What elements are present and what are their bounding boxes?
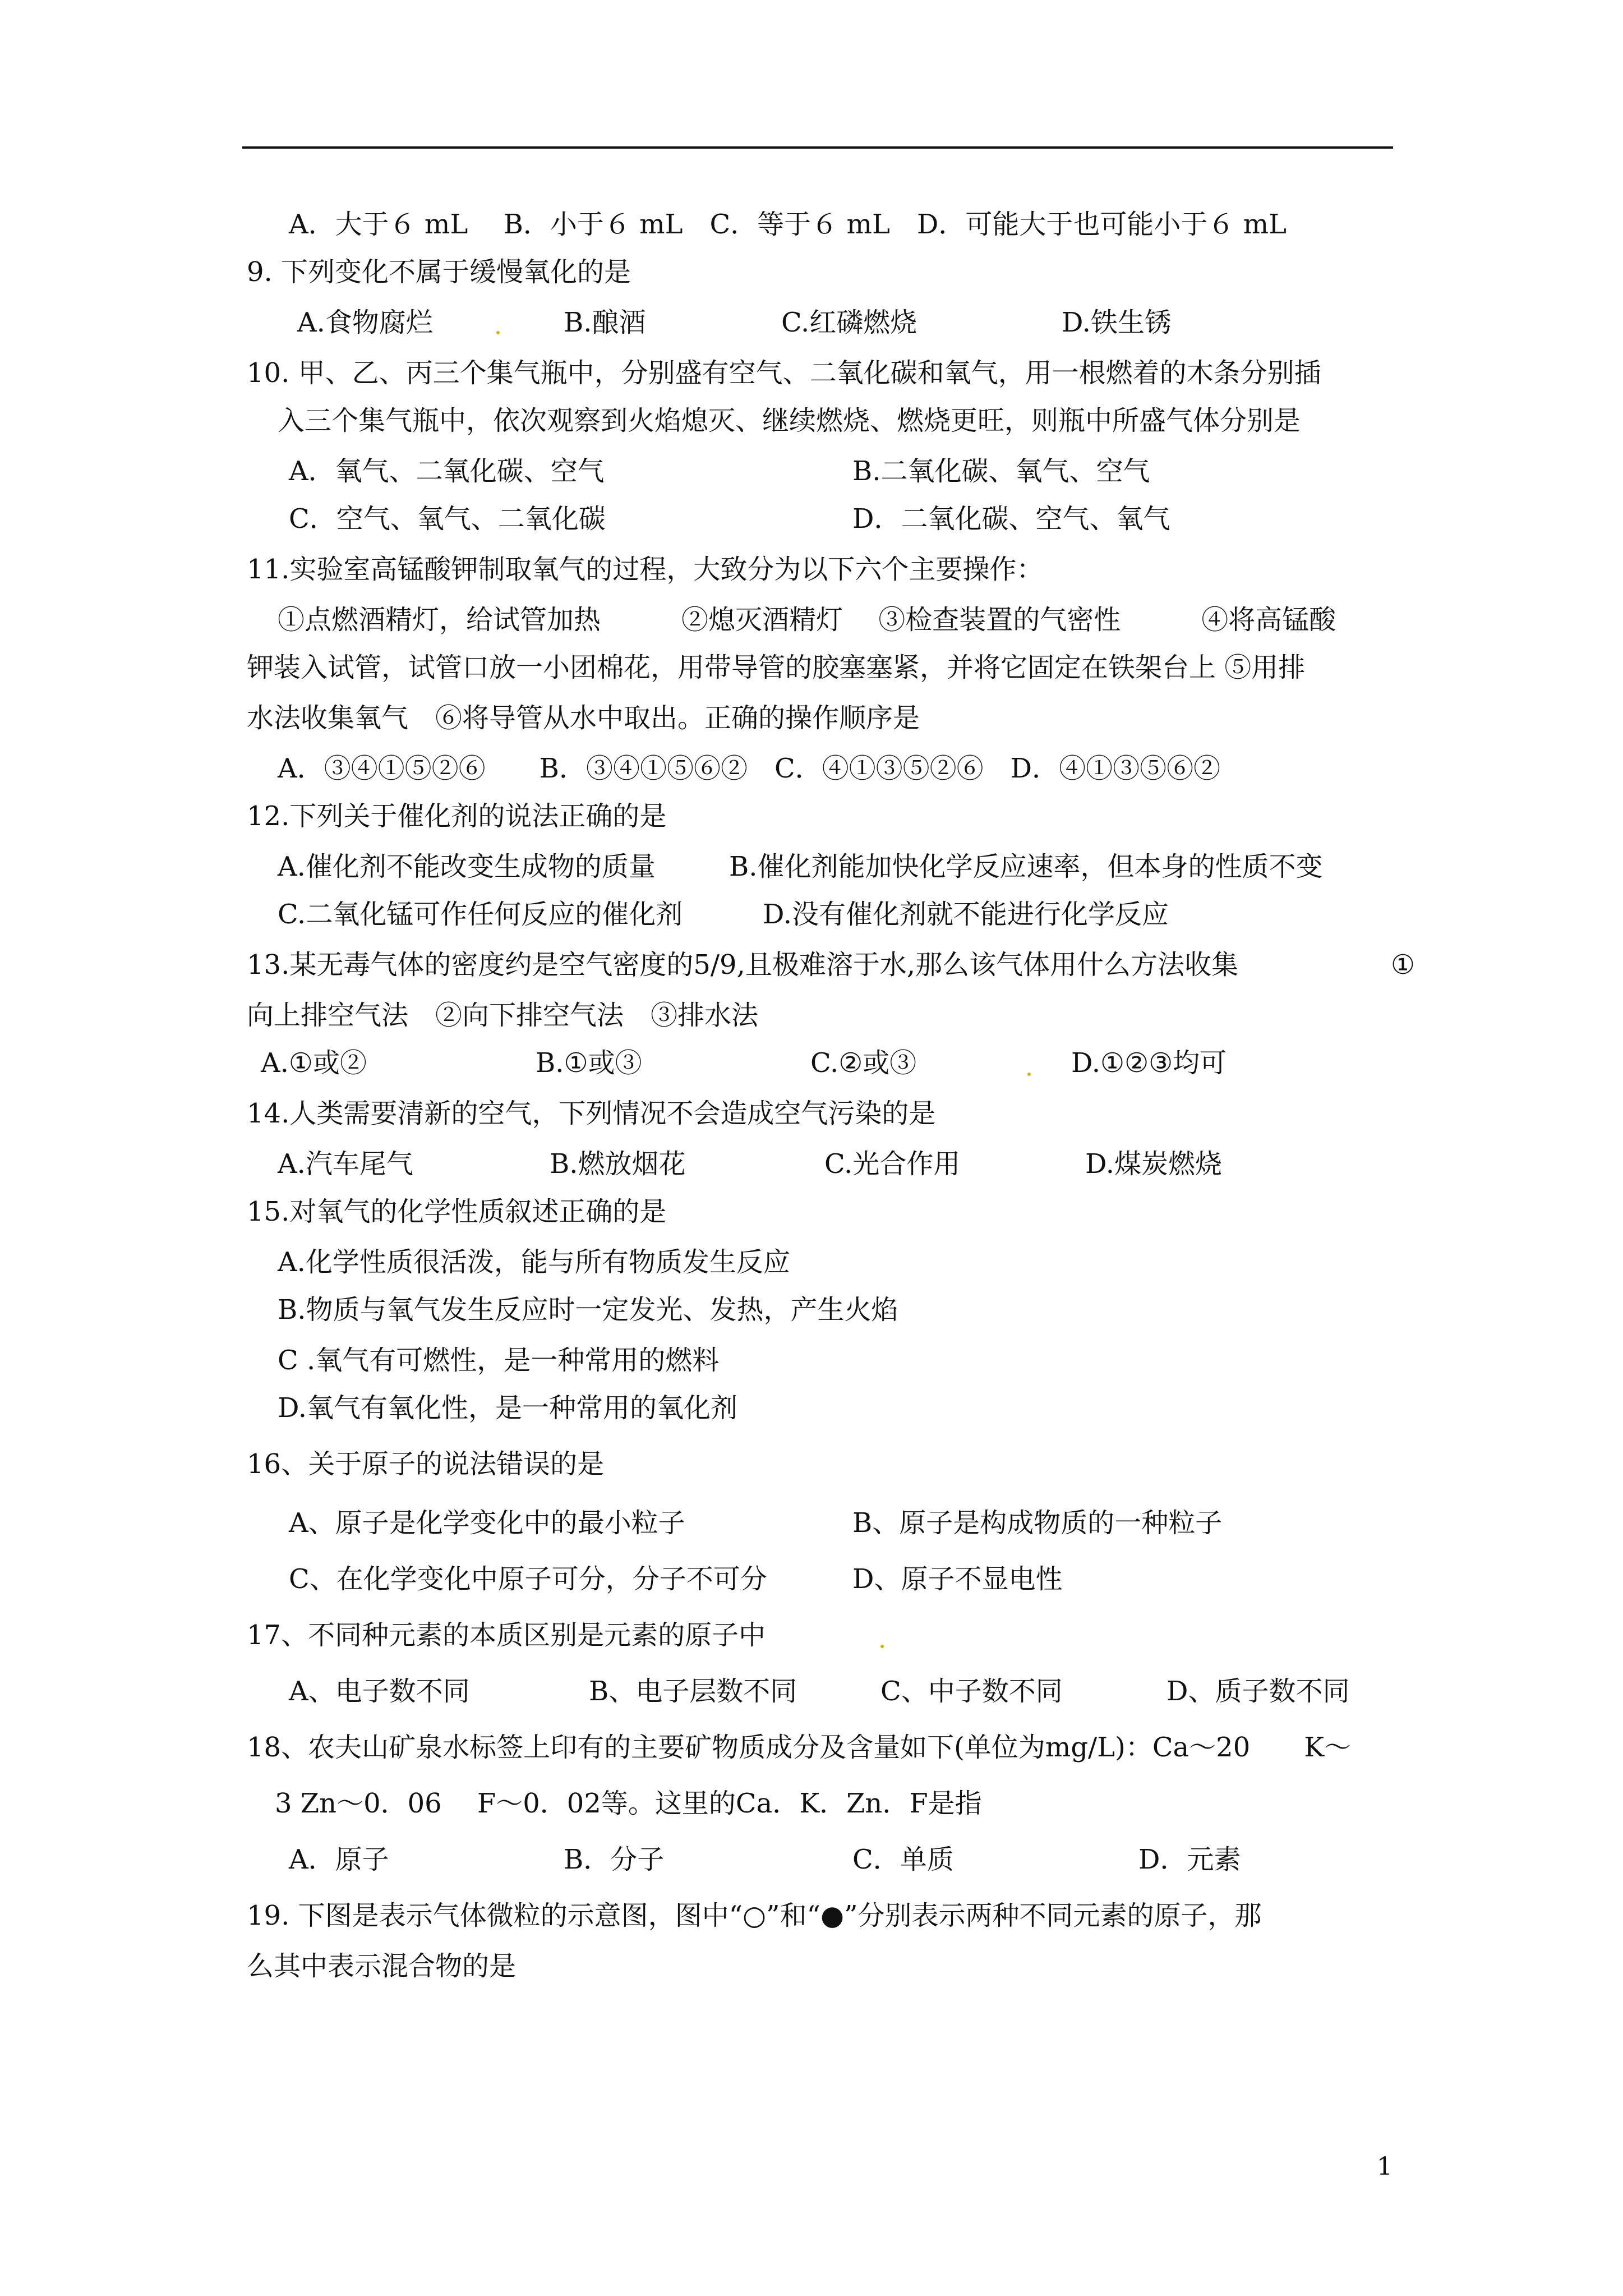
q12-stem: 12.下列关于催化剂的说法正确的是 xyxy=(247,800,667,832)
q13-stem-line2: 向上排空气法 ②向下排空气法 ③排水法 xyxy=(247,1000,759,1031)
header-rule xyxy=(242,146,1393,149)
q9-option-d: D.铁生锈 xyxy=(1062,307,1172,338)
q18-option-d: D．元素 xyxy=(1138,1844,1241,1875)
q15-option-c: C .氧气有可燃性，是一种常用的燃料 xyxy=(278,1345,720,1376)
q10-stem-line2: 入三个集气瓶中，依次观察到火焰熄灭、继续燃烧、燃烧更旺，则瓶中所盛气体分别是 xyxy=(278,405,1301,436)
q11-steps-line1: ①点燃酒精灯，给试管加热 ②熄灭酒精灯 ③检查装置的气密性 ④将高锰酸 xyxy=(278,604,1336,636)
q17-option-b: B、电子层数不同 xyxy=(589,1676,797,1707)
q19-stem-line2: 么其中表示混合物的是 xyxy=(247,1950,517,1982)
stray-mark xyxy=(880,1645,884,1648)
q13-option-d: D.①②③均可 xyxy=(1071,1047,1227,1079)
q10-option-c: C．空气、氧气、二氧化碳 xyxy=(289,503,606,535)
stray-mark xyxy=(496,331,500,334)
q16-option-b: B、原子是构成物质的一种粒子 xyxy=(852,1507,1223,1539)
q9-option-b: B.酿酒 xyxy=(564,307,646,338)
q13-option-b: B.①或③ xyxy=(536,1047,642,1079)
q9-option-a: A.食物腐烂 xyxy=(297,307,433,338)
q18-option-b: B．分子 xyxy=(564,1844,665,1875)
q10-option-a: A．氧气、二氧化碳、空气 xyxy=(289,455,605,487)
q17-option-d: D、质子数不同 xyxy=(1166,1676,1350,1707)
q10-option-b: B.二氧化碳、氧气、空气 xyxy=(852,455,1150,487)
q13-stem-mark: ① xyxy=(1391,949,1415,981)
q10-stem-line1: 10. 甲、乙、丙三个集气瓶中，分别盛有空气、二氧化碳和氧气，用一根燃着的木条分别插 xyxy=(247,357,1321,389)
q17-option-a: A、电子数不同 xyxy=(289,1676,470,1707)
q15-stem: 15.对氧气的化学性质叙述正确的是 xyxy=(247,1196,667,1227)
q16-option-d: D、原子不显电性 xyxy=(852,1563,1063,1595)
q12-option-c: C.二氧化锰可作任何反应的催化剂 xyxy=(278,899,683,930)
q12-option-b: B.催化剂能加快化学反应速率，但本身的性质不变 xyxy=(729,851,1323,882)
q11-steps-line3: 水法收集氧气 ⑥将导管从水中取出。正确的操作顺序是 xyxy=(247,702,920,734)
stray-mark xyxy=(1027,1073,1031,1076)
q18-stem-line2: 3 Zn～0．06 F～0．02等。这里的Ca．K．Zn．F是指 xyxy=(275,1788,982,1819)
q12-option-d: D.没有催化剂就不能进行化学反应 xyxy=(763,899,1169,930)
q18-stem-line1: 18、农夫山矿泉水标签上印有的主要矿物质成分及含量如下(单位为mg/L)：Ca～20 K～ xyxy=(247,1732,1352,1763)
q13-option-a: A.①或② xyxy=(261,1047,367,1079)
q14-stem: 14.人类需要清新的空气，下列情况不会造成空气污染的是 xyxy=(247,1098,936,1129)
q15-option-d: D.氧气有氧化性，是一种常用的氧化剂 xyxy=(278,1392,738,1424)
page-number: 1 xyxy=(1377,2152,1393,2181)
q10-option-d: D．二氧化碳、空气、氧气 xyxy=(852,503,1170,535)
q16-option-c: C、在化学变化中原子可分，分子不可分 xyxy=(289,1563,767,1595)
q14-option-c: C.光合作用 xyxy=(824,1148,961,1180)
q16-stem: 16、关于原子的说法错误的是 xyxy=(247,1448,605,1480)
q14-option-a: A.汽车尾气 xyxy=(278,1148,413,1180)
q18-option-c: C．单质 xyxy=(852,1844,954,1875)
q16-option-a: A、原子是化学变化中的最小粒子 xyxy=(289,1507,685,1539)
q11-stem: 11.实验室高锰酸钾制取氧气的过程，大致分为以下六个主要操作： xyxy=(247,554,1044,585)
q19-stem-line1: 19. 下图是表示气体微粒的示意图，图中“○”和“●”分别表示两种不同元素的原子，那 xyxy=(247,1900,1262,1931)
q11-steps-line2: 钾装入试管，试管口放一小团棉花，用带导管的胶塞塞紧，并将它固定在铁架台上 ⑤用排 xyxy=(247,652,1306,683)
q15-option-a: A.化学性质很活泼，能与所有物质发生反应 xyxy=(278,1246,790,1278)
q15-option-b: B.物质与氧气发生反应时一定发光、发热，产生火焰 xyxy=(278,1294,898,1326)
q9-stem: 9. 下列变化不属于缓慢氧化的是 xyxy=(247,256,631,288)
q14-option-b: B.燃放烟花 xyxy=(550,1148,686,1180)
q11-options: A．③④①⑤②⑥ B．③④①⑤⑥② C．④①③⑤②⑥ D．④①③⑤⑥② xyxy=(278,753,1221,784)
q12-option-a: A.催化剂不能改变生成物的质量 xyxy=(278,851,656,882)
q13-stem-line1: 13.某无毒气体的密度约是空气密度的5/9,且极难溶于水,那么该气体用什么方法收集 xyxy=(247,949,1239,981)
q17-option-c: C、中子数不同 xyxy=(880,1676,1063,1707)
q9-option-c: C.红磷燃烧 xyxy=(781,307,917,338)
q17-stem: 17、不同种元素的本质区别是元素的原子中 xyxy=(247,1619,766,1651)
q8-options: A．大于６ mL B．小于６ mL C．等于６ mL D．可能大于也可能小于６ mL xyxy=(289,209,1287,240)
q13-option-c: C.②或③ xyxy=(810,1047,917,1079)
q14-option-d: D.煤炭燃烧 xyxy=(1085,1148,1223,1180)
q18-option-a: A．原子 xyxy=(289,1844,389,1875)
